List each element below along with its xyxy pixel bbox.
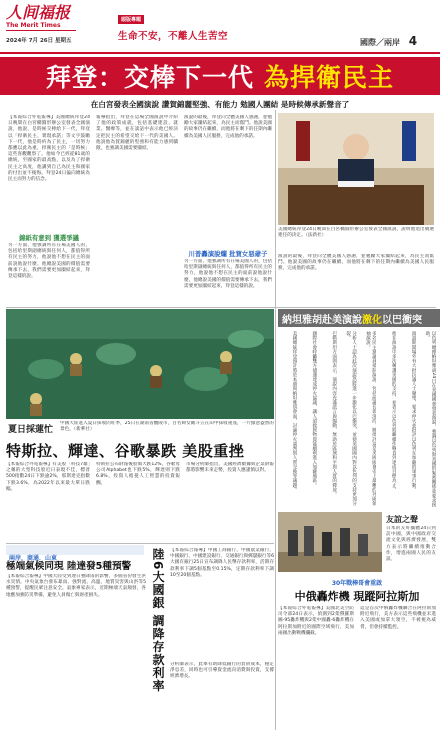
art-columns: [280, 331, 436, 509]
art-col: 國際社會呼籲雙方儘速達成停火協議，讓人道救援物資能順利進入加薩地區。: [311, 331, 317, 488]
bottom-right-body-2: 這是首次中俄轟炸機聯合在阿拉斯加附近飛行，美方表示這些飛機並未進入美國或加拿大領空，不被視為威脅，但會持續監控。: [360, 606, 436, 630]
logo-text: 人间福报: [6, 3, 71, 22]
page-badge: 頭版專題: [118, 15, 144, 24]
lead-subtitle-2: 川普轟演說爛 批賀女惡爺子: [188, 250, 268, 258]
issue-date: 2024年 7月 26日 星期五: [6, 38, 72, 44]
bottom-right-kicker: 30年戰棒哥會重啟: [331, 580, 383, 587]
section-name: 國際／兩岸: [360, 38, 400, 47]
logo-en: The Merit Times: [6, 22, 61, 29]
stock-body-3: 市場分析師指出，美國經濟數據與企業財報都將影響未來走勢，投資人應謹慎以對。: [186, 462, 274, 474]
bank-body-2: 分析師表示，此舉有助降低銀行的負債成本，穩定淨息差，同時也可引導資金流向消費與投資，支撐經濟增長。: [170, 662, 274, 680]
art-headline-pre: 納坦雅胡赴美演說: [282, 314, 362, 326]
lead-subtitle-1: 錦紙有意到 獲選爭議: [19, 234, 79, 242]
logo: [6, 4, 76, 29]
lead-body-col5: 另一方面，他強調所有在場美國人的，包括哈里斯副總統與任何人，都值得所有民主的努力，他說他不想在民主的面前說他說什麼、他總說美國的價值需要傳承下去，我們需要更加團結起來，拜登這樣的說。: [184, 259, 272, 289]
lead-body-col6: 演說的最後，拜登向全體美國人感謝，並勉勵大家團結起來，為民主而奮鬥。他說美國的故事仍在繼續，而他將在剩下的任期內繼續為美國人民服務，完成他的承諾。: [278, 254, 434, 272]
bank-body-1: 【本報綜合報導】中國工商銀行、中國農業銀行、中國銀行、中國建設銀行、交通銀行與郵儲銀行等6大國有銀行25日宣布調降人民幣存款利率，活期存款利率下調5個基點至0.15%，定期存款利率下調10至20個基點。: [170, 548, 274, 578]
art-col: 分析人士認為此次演說恐將進一步激化以巴衝突，並使美國國內對以色列的支持更加分裂。: [345, 331, 357, 506]
logo-underline: [6, 30, 76, 31]
sidebar-photo: [278, 512, 382, 572]
bottom-left-kicker-text: 兩岸．商通．山東: [9, 555, 58, 562]
bottom-left-body: 【本報綜合報導】中國大陸受到連日強降雨的影響，多個省份發生洪水災情。中央氣象台發布暴雨、強對流、高溫、地質災害與山洪等5種預警，提醒民眾注意安全。氣象專家表示，近期極端天氣頻發，各地應加強防災準備，避免人員傷亡與財產損失。: [6, 574, 146, 598]
stock-body-2: 特斯拉公布財報後股價大跌12%，谷歌母公司Alphabet也下跌5%，輝達則下跌6.8%，投資人擔憂人工智慧的投資報酬。: [96, 462, 180, 486]
masthead: [0, 0, 440, 52]
lead-photo: [278, 113, 434, 225]
lead-headline-band: [0, 57, 440, 95]
bottom-right-headline: 中俄轟炸機 現蹤阿拉斯加: [294, 590, 420, 603]
farm-caption: 中國大陸進入夏日採收的旺季，25日在湖南省醴陵市，百名婦女戴斗笠在田中採收蓮蓬，一片綠意盎然的景色。（新華社）: [60, 421, 274, 433]
sidebar-body: 日本的友好團體24日到訪中國，與中國政府交流文化與經濟發展，雙方表示將繼續推動合作，增進兩國人民的友誼。: [386, 526, 436, 563]
sidebar-title: 友誼之聲: [386, 515, 418, 524]
stock-body-1: 【本報綜合外電報導】有美股「科技7雄」之稱的大型科技股近日表現不佳，標普500指數24日下跌逾2%，那斯達克指數下跌3.6%，為2022年以來最大單日跌幅。: [6, 462, 90, 492]
masthead-rule: [0, 52, 440, 54]
art-headline-post: 以巴衝突: [382, 314, 422, 326]
lead-photo-caption: 美國總統拜登24日晚間在白宮橢圓形辦公室發表全國演說，說明他退出競選連任的決定。（法新社）: [278, 227, 434, 239]
farm-photo: [6, 309, 274, 419]
art-col: 美國總統拜登預計將於本週與納坦雅胡會面，討論停火談判與人質交換等議題。: [291, 331, 297, 492]
art-col: 巴勒斯坦方面則表示，演說內容充滿謊言與煽動，無助於區域和平與人質的釋放。: [331, 331, 337, 497]
slogan-block: [118, 6, 308, 42]
bank-vertical-headline: 陸6大國銀 調降存款利率: [151, 548, 165, 693]
lead-body-col3: 報導指出，拜登在這場全國演說中介紹了他的政策成就，包括基礎建設、就業、醫療等，並在談話中表示他已經決定把民主的希望交給下一代的美國人。他說他為賀錦麗的堅強和有能力感到驕傲，也強調美國需要團結。: [96, 115, 178, 152]
bottom-left-kicker: [6, 545, 144, 562]
divider: [275, 110, 276, 730]
lead-body-col1: 【本報綜合外電報導】美國總統拜登24日晚間在白宮橢圓形辦公室發表全國演說，他說，是時候交棒給下一代，拜登以「捍衛民主、實現承諾」等文字鼓勵下一代，他是時約為了民主，一切努力都應以此為重，捍衛民主的「是時候」這些客觀觀察了。他如今已經從81歲的總統，至國家的最高點，以及為了捍衛民主之高度，他講到自己為民主和國家的付出並不後悔。拜登24日偏向總統為民主而努力的信念。: [8, 115, 90, 183]
stock-headline: 特斯拉、輝達、谷歌暴跌 美股重挫: [6, 442, 245, 460]
divider: [6, 307, 436, 308]
art-col: 演說期間場外有大批抗議人士聚集，要求停火並批評以色列在加薩的軍事行動。: [411, 331, 417, 492]
art-headline-highlight: 激化: [362, 314, 382, 326]
art-header: [278, 309, 440, 327]
page-number: 4: [408, 34, 418, 48]
lead-headline-right: 為捍衛民主: [264, 63, 395, 92]
lead-headline-left: 拜登：交棒下一代: [45, 63, 254, 92]
lead-body-col4: 演說的最後，拜登向全體美國人感謝，並勉勵大家團結起來，為民主而奮鬥。他說美國的故事仍在繼續，而他將在剩下的任期內繼續為美國人民服務，完成他的承諾。: [184, 115, 272, 139]
art-col: 以色列總理納坦雅胡24日在美國國會發表演說，強調以色列與美國的緊密關係並要求援助。: [425, 331, 436, 508]
bottom-right-body-1: 【本報綜合外電報導】美國北美空防司令部24日表示，偵測到2架俄羅斯圖-95轟炸機與2架中國轟-6轟炸機在阿拉斯加附近的國際空域飛行，美加兩國出動戰機攔截。: [278, 606, 354, 636]
section-label: [360, 34, 417, 48]
slogan: 生命不安，不離人生苦空: [118, 31, 229, 42]
farm-label: 夏日採蓮忙: [8, 425, 54, 435]
art-col: 他在演說中多次稱讚美國的支持，並表示以色列將繼續作戰直到達成目標為止。: [391, 331, 397, 492]
divider: [6, 543, 274, 544]
lead-subhead: 在白宮發表全國演說 讚賀錦麗堅強、有能力 勉國人團結 是時候傳承新聲音了: [90, 100, 350, 109]
art-col: 多名民主黨議員抵制演說，包括前議長裴洛西，她批評這是美國國會史上最糟的外國領袖演說。: [365, 331, 377, 506]
bottom-left-headline: 極端氣候同現 陸達發5種預警: [6, 561, 132, 572]
lead-body-col2: 另一方面，他強調所有在場美國人的，包括哈里斯副總統與任何人，都值得所有民主的努力，他說他不想在民主的面前說他說什麼、他總說美國的價值需要傳承下去，我們需要更加團結起來，拜登這樣的說。: [8, 243, 90, 280]
